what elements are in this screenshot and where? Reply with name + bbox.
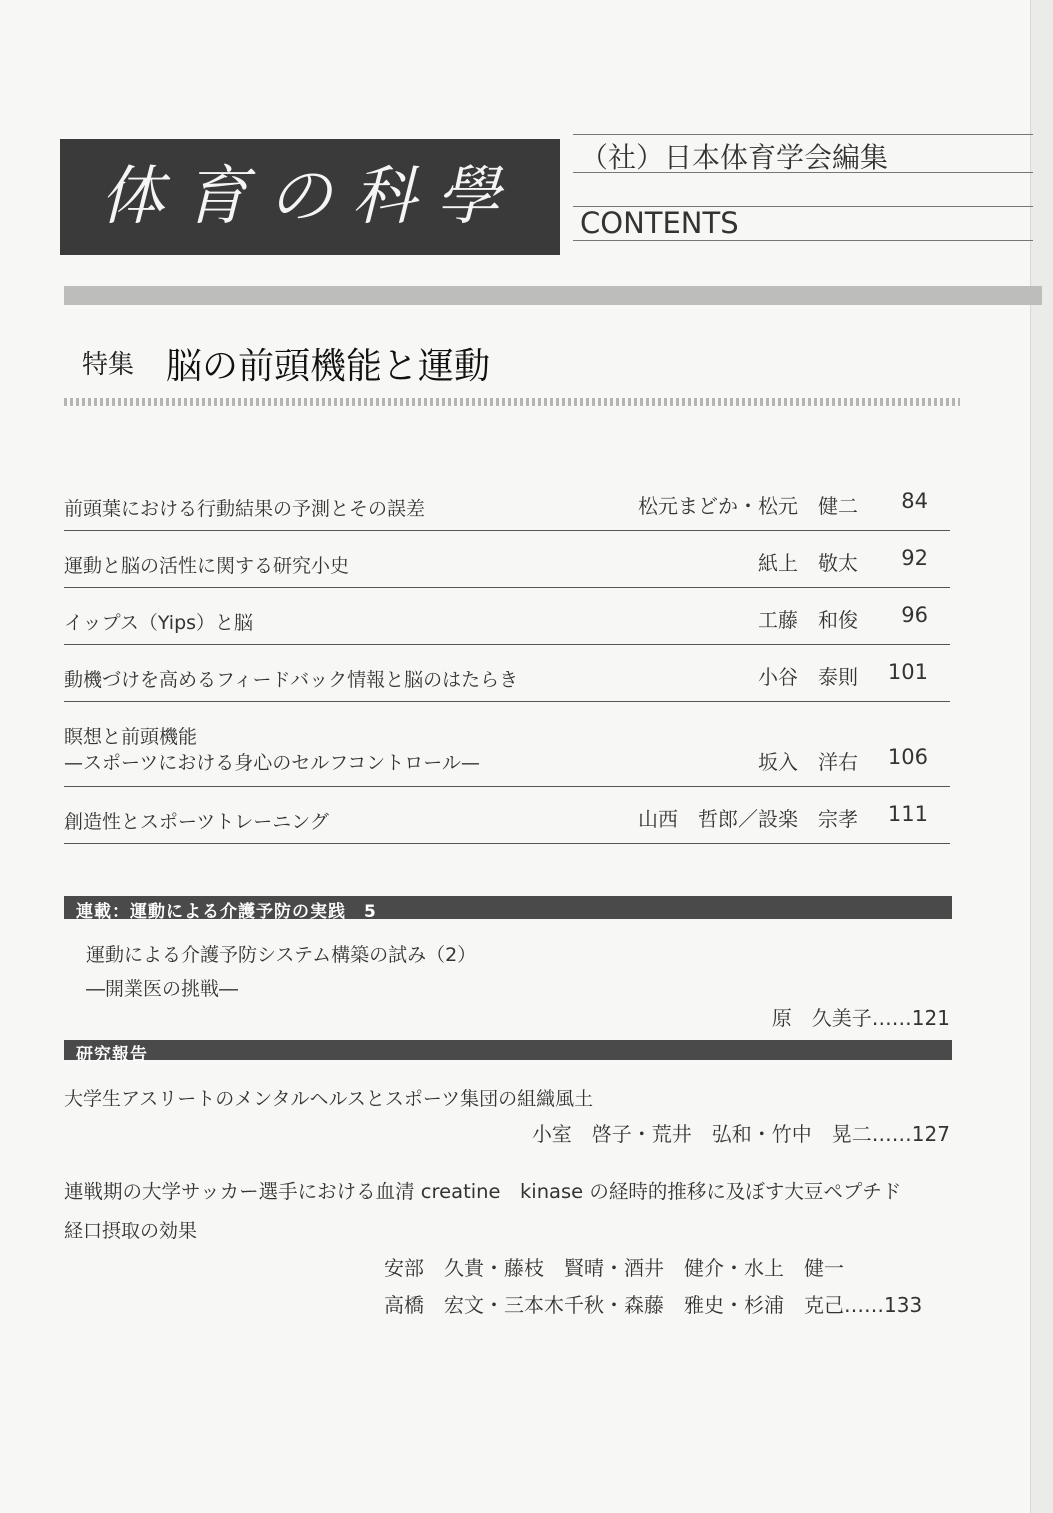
list-item[interactable] [64, 702, 950, 787]
article-title: 前頭葉における行動結果の予測とその誤差 [64, 498, 426, 520]
editor-credit: （社）日本体育学会編集 [580, 141, 889, 174]
feature-article-list [64, 476, 950, 844]
research-title[interactable]: 連戦期の大学サッカー選手における血清 creatine kinase の経時的推移に及ぼす大豆ペプチド [64, 1180, 902, 1203]
feature-title: 脳の前頭機能と運動 [166, 346, 491, 387]
article-page: 106 [887, 745, 928, 769]
article-authors: 工藤 和俊 [758, 608, 858, 632]
article-title: 運動と脳の活性に関する研究小史 [64, 555, 350, 577]
serial-section-label: 連載：運動による介護予防の実践 5 [76, 902, 377, 922]
article-title: イップス（Yips）と脳 [64, 612, 254, 634]
list-item[interactable] [64, 645, 950, 702]
page-edge [1030, 0, 1053, 1513]
serial-byline: 原 久美子……121 [771, 1006, 950, 1030]
journal-masthead [60, 139, 560, 255]
serial-section-header [64, 896, 952, 922]
research-section-header [64, 1040, 952, 1065]
research-byline: 安部 久貴・藤枝 賢晴・酒井 健介・水上 健一 [384, 1256, 844, 1280]
serial-title[interactable]: 運動による介護予防システム構築の試み（2） [86, 944, 477, 966]
header-band [64, 286, 1042, 305]
list-item[interactable] [64, 787, 950, 844]
article-authors: 松元まどか・松元 健二 [638, 494, 858, 518]
header-rule-1 [573, 134, 1033, 135]
research-byline: 高橋 宏文・三本木千秋・森藤 雅史・杉浦 克己……133 [384, 1293, 923, 1317]
article-page: 101 [887, 660, 928, 684]
list-item[interactable] [64, 476, 950, 531]
article-title: 創造性とスポーツトレーニング [64, 811, 329, 833]
article-authors: 紙上 敬太 [758, 551, 858, 575]
article-title: 動機づけを高めるフィードバック情報と脳のはたらき [64, 669, 519, 691]
research-title-continued: 経口摂取の効果 [64, 1220, 198, 1242]
feature-kicker: 特集 [82, 350, 135, 380]
research-section-label: 研究報告 [76, 1045, 148, 1065]
article-page: 92 [901, 546, 928, 570]
article-title: 瞑想と前頭機能 [64, 726, 198, 748]
journal-title: 体育の科學 [100, 160, 520, 234]
dotted-divider [64, 398, 960, 406]
article-page: 111 [887, 802, 928, 826]
header-rule-4 [573, 240, 1033, 241]
contents-label: CONTENTS [580, 206, 739, 240]
research-byline: 小室 啓子・荒井 弘和・竹中 晃二……127 [531, 1122, 950, 1146]
list-item[interactable] [64, 531, 950, 588]
article-page: 96 [901, 603, 928, 627]
research-title[interactable]: 大学生アスリートのメンタルヘルスとスポーツ集団の組織風土 [64, 1088, 594, 1110]
article-authors: 山西 哲郎／設楽 宗孝 [638, 807, 858, 831]
serial-subtitle: ―開業医の挑戦― [86, 978, 239, 1000]
article-subtitle: —スポーツにおける身心のセルフコントロール— [64, 752, 480, 774]
article-page: 84 [901, 489, 928, 513]
article-authors: 小谷 泰則 [758, 665, 858, 689]
article-authors: 坂入 洋右 [758, 750, 858, 774]
list-item[interactable] [64, 588, 950, 645]
